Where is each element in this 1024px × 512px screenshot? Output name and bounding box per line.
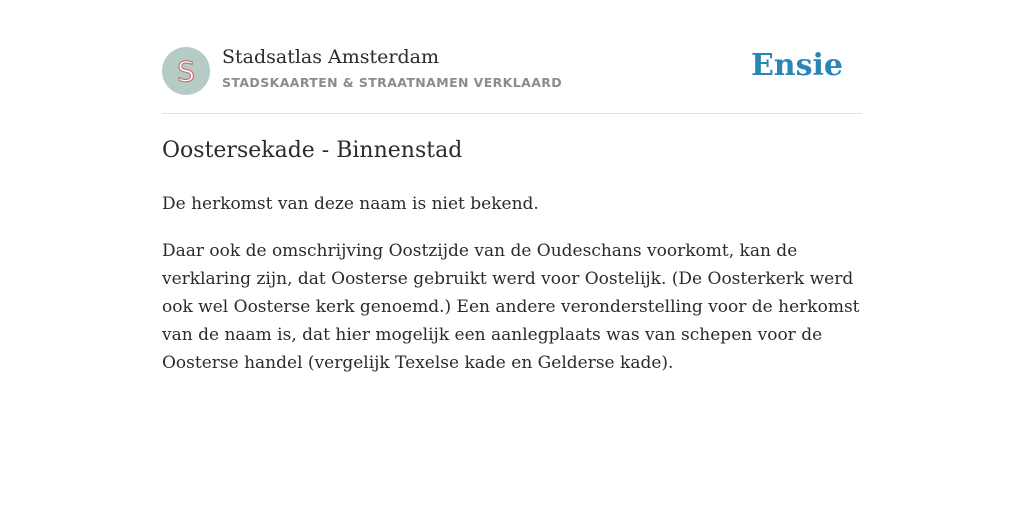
page-container (162, 0, 862, 373)
avatar-letter: S (177, 54, 195, 88)
site-subtitle: STADSKAARTEN & STRAATNAMEN VERKLAARD (222, 75, 563, 90)
site-title[interactable]: Stadsatlas Amsterdam (222, 46, 440, 68)
site-header (162, 0, 862, 114)
avatar[interactable] (162, 47, 210, 95)
page-title: Oostersekade - Binnenstad (162, 138, 463, 163)
brand-logo[interactable]: Ensie (750, 48, 843, 83)
article-paragraph: Daar ook de omschrijving Oostzijde van de Oudeschans voorkomt, kan de verklaring zijn, dat Oosterse gebruikt werd voor Oostelijk. (De Oosterkerk werd ook wel Oosterse kerk genoemd.) Een andere veronderstelling voor de herkomst van de naam is, dat hier mogelijk een aanlegplaats was van schepen voor de Oosterse handel (vergelijk Texelse kade en Gelderse kade). (162, 241, 860, 373)
article-paragraph: De herkomst van deze naam is niet bekend. (162, 194, 539, 214)
